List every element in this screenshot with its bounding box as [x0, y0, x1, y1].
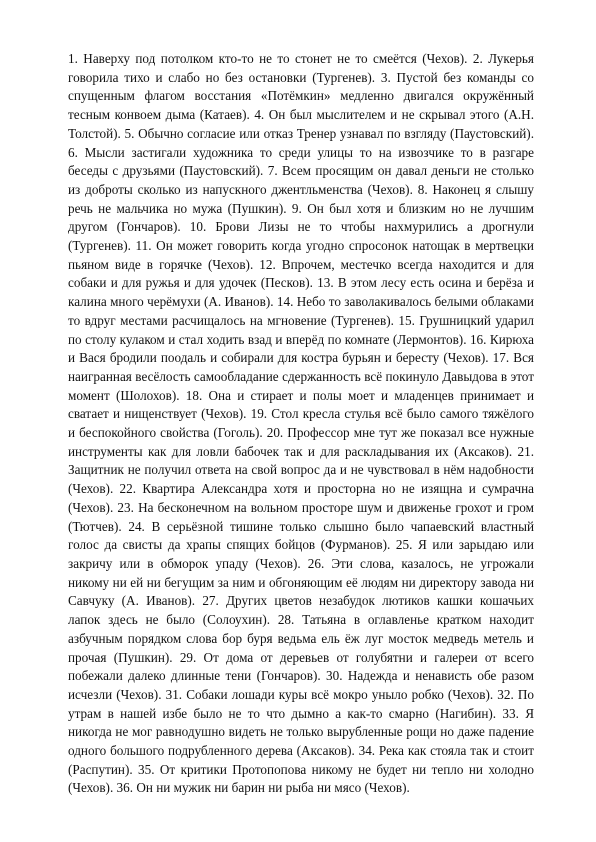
- document-page: [68, 50, 534, 798]
- exercise-sentences-paragraph: 1. Наверху под потолком кто-то не то стонет не то смеётся (Чехов). 2. Лукерья говорила тихо и слабо но без остановки (Тургенев). 3. Пустой без команды со спущенным флагом восстания «Потёмкин» медленно двигался окружённый тесным конвоем дыма (Катаев). 4. Он был мыслителем и не скрывал этого (А.Н. Толстой). 5. Обычно согласие или отказ Тренер узнавал по взгляду (Паустовский). 6. Мысли застигали художника то среди улицы то на извозчике то в разгаре беседы с друзьями (Паустовский). 7. Всем просящим он давал деньги не столько из доброты сколько из напускного джентльменства (Чехов). 8. Наконец я слышу речь не мальчика но мужа (Пушкин). 9. Он был хотя и близким но не лучшим другом (Гончаров). 10. Брови Лизы не то чтобы нахмурились а дрогнули (Тургенев). 11. Он может говорить когда угодно спросонок натощак в мертвецки пьяном виде в горячке (Чехов). 12. Впрочем, местечко всегда находится и для собаки и для ружья и для удочек (Песков). 13. В этом лесу есть осина и берёза и калина много черёмухи (А. Иванов). 14. Небо то заволакивалось белыми облаками то вдруг местами расчищалось на мгновение (Тургенев). 15. Грушницкий ударил по столу кулаком и стал ходить взад и вперёд по комнате (Лермонтов). 16. Кирюха и Вася бродили поодаль и собирали для костра бурьян и бересту (Чехов). 17. Вся наигранная весёлость самообладание сдержанность всё покинуло Давыдова в этот момент (Шолохов). 18. Она и стирает и полы моет и младенцев принимает и сватает и нищенствует (Чехов). 19. Стол кресла стулья всё было самого тяжёлого и беспокойного свойства (Гоголь). 20. Профессор мне тут же показал все нужные инструменты как для ловли бабочек так и для раскладывания их (Аксаков). 21. Защитник не получил ответа на свой вопрос да и не чувствовал в нём надобности (Чехов). 22. Квартира Александра хотя и просторна но не изящна и сумрачна (Чехов). 23. На бесконечном на вольном просторе шум и движенье грохот и гром (Тютчев). 24. В серьёзной тишине только слышно было чапаевский властный голос да свисты да храпы спящих бойцов (Фурманов). 25. Я или зарыдаю или закричу или в обморок упаду (Чехов). 26. Эти слова, казалось, не угрожали никому ни ей ни бегущим за ним и обгоняющим её людям ни директору завода ни Савчуку (А. Иванов). 27. Других цветов незабудок лютиков кашки кошачьих лапок здесь не было (Солоухин). 28. Татьяна в оглавленье кратком находит азбучным порядком слова бор буря ведьма ель ёж луг мосток медведь метель и прочая (Пушкин). 29. От дома от деревьев от голубятни и галереи от всего побежали далеко длинные тени (Гончаров). 30. Надежда и ненависть обе разом исчезли (Чехов). 31. Собаки лошади куры всё мокро уныло робко (Чехов). 32. По утрам в нашей избе было не то что дымно а как-то смарно (Нагибин). 33. Я никогда не мог равнодушно видеть не только вырубленные рощи но даже падение одного большого подрубленного дерева (Аксаков). 34. Река как стояла так и стоит (Распутин). 35. От критики Протопопова никому не будет ни тепло ни холодно (Чехов). 36. Он ни мужик ни барин ни рыба ни мясо (Чехов).: [68, 51, 534, 796]
